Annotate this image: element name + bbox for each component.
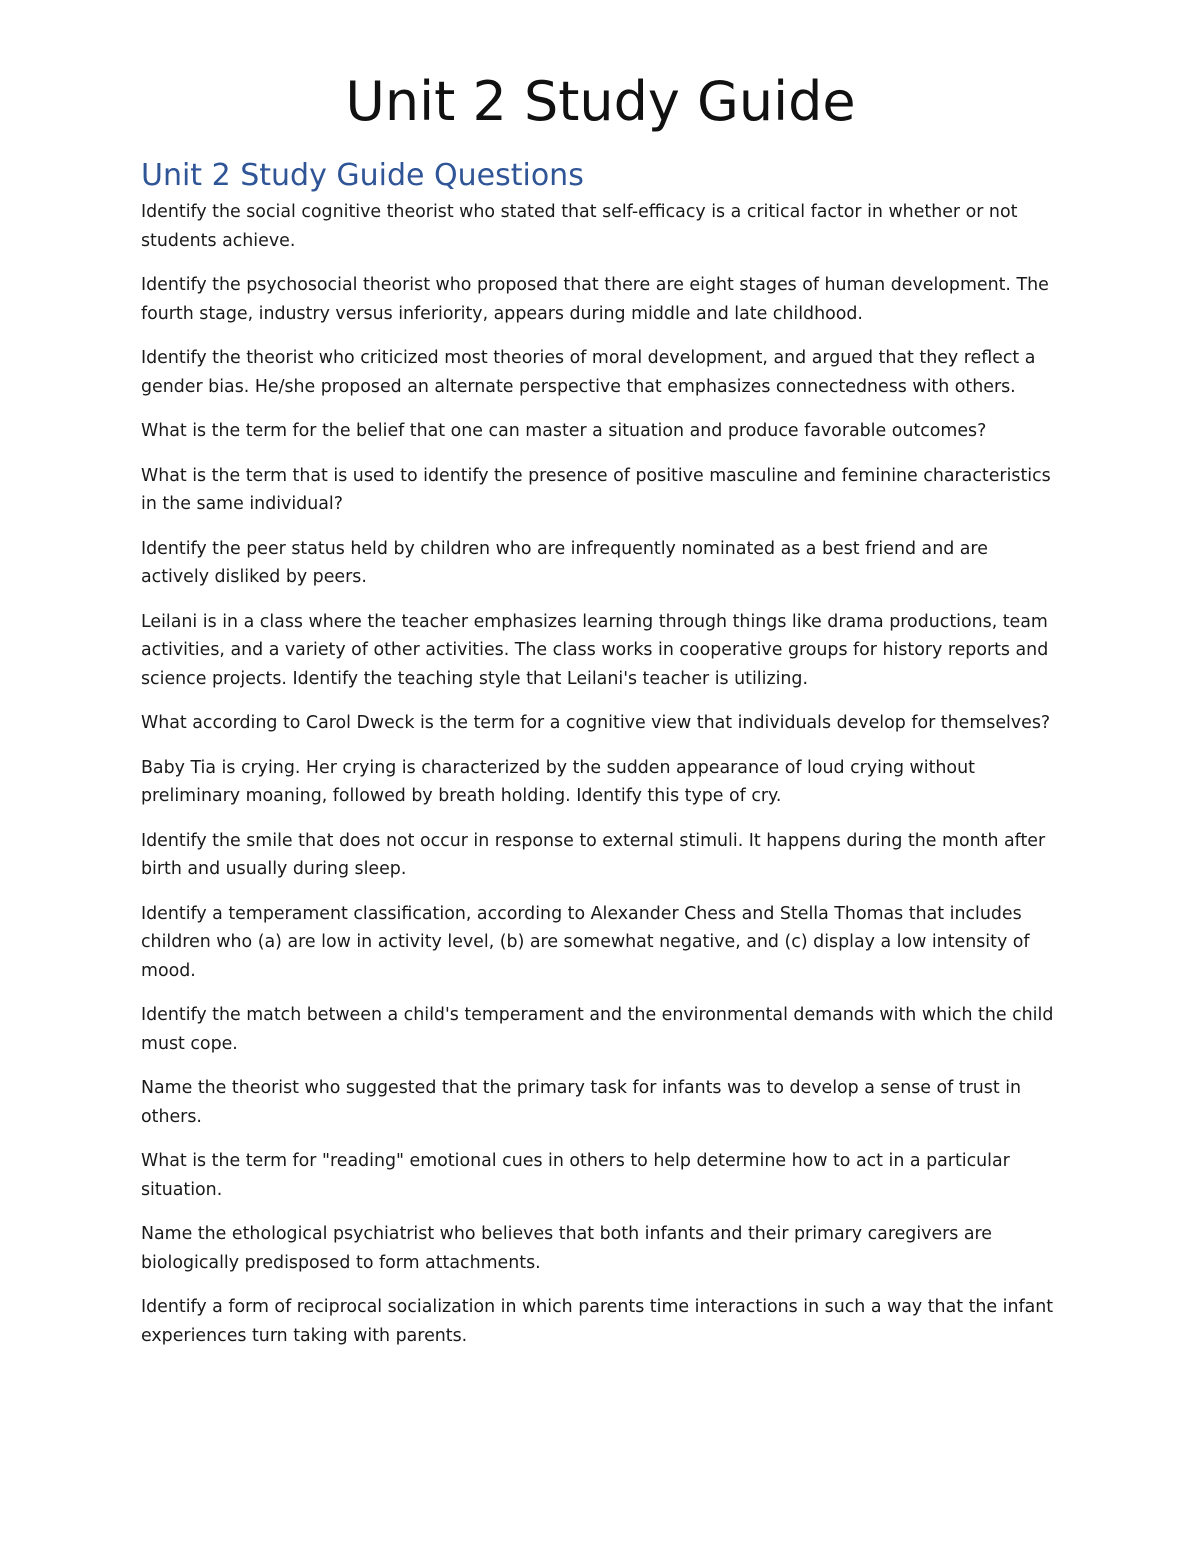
question-2: Identify the psychosocial theorist who proposed that there are eight stages of human development. The fourth stage, industry versus inferiority, appears during middle and late childhood. (141, 275, 1049, 324)
question-6: Identify the peer status held by children who are infrequently nominated as a best friend and are actively disliked by peers. (141, 538, 988, 587)
question-9: Baby Tia is crying. Her crying is characterized by the sudden appearance of loud crying without preliminary moaning, followed by breath holding. Identify this type of cry. (141, 757, 975, 806)
question-1: Identify the social cognitive theorist who stated that self-efficacy is a critical factor in whether or not students achieve. (141, 202, 1018, 251)
question-8: What according to Carol Dweck is the term for a cognitive view that individuals develop for themselves? (141, 713, 1051, 733)
section-heading: Unit 2 Study Guide Questions (141, 158, 584, 193)
question-12: Identify the match between a child's temperament and the environmental demands with which the child must cope. (141, 1005, 1054, 1054)
question-10: Identify the smile that does not occur in response to external stimuli. It happens during the month after birth and usually during sleep. (141, 830, 1046, 879)
question-13: Name the theorist who suggested that the primary task for infants was to develop a sense of trust in others. (141, 1078, 1022, 1127)
document-title: Unit 2 Study Guide (345, 70, 856, 133)
question-15: Name the ethological psychiatrist who believes that both infants and their primary caregivers are biologically predisposed to form attachments. (141, 1224, 993, 1273)
question-4: What is the term for the belief that one can master a situation and produce favorable outcomes? (141, 421, 987, 441)
question-11: Identify a temperament classification, according to Alexander Chess and Stella Thomas that includes children who (a) are low in activity level, (b) are somewhat negative, and (c) display a low intensity of mood. (141, 903, 1030, 981)
question-3: Identify the theorist who criticized most theories of moral development, and argued that they reflect a gender bias. He/she proposed an alternate perspective that emphasizes connectedness with others. (141, 348, 1036, 397)
question-5: What is the term that is used to identify the presence of positive masculine and feminine characteristics in the same individual? (141, 465, 1051, 514)
question-7: Leilani is in a class where the teacher emphasizes learning through things like drama productions, team activities, and a variety of other activities. The class works in cooperative groups for history reports and science projects. Identify the teaching style that Leilani's teacher is utilizing. (141, 611, 1049, 689)
question-14: What is the term for "reading" emotional cues in others to help determine how to act in a particular situation. (141, 1151, 1010, 1200)
question-16: Identify a form of reciprocal socialization in which parents time interactions in such a way that the infant experiences turn taking with parents. (141, 1297, 1054, 1346)
question-list (141, 198, 1060, 1350)
